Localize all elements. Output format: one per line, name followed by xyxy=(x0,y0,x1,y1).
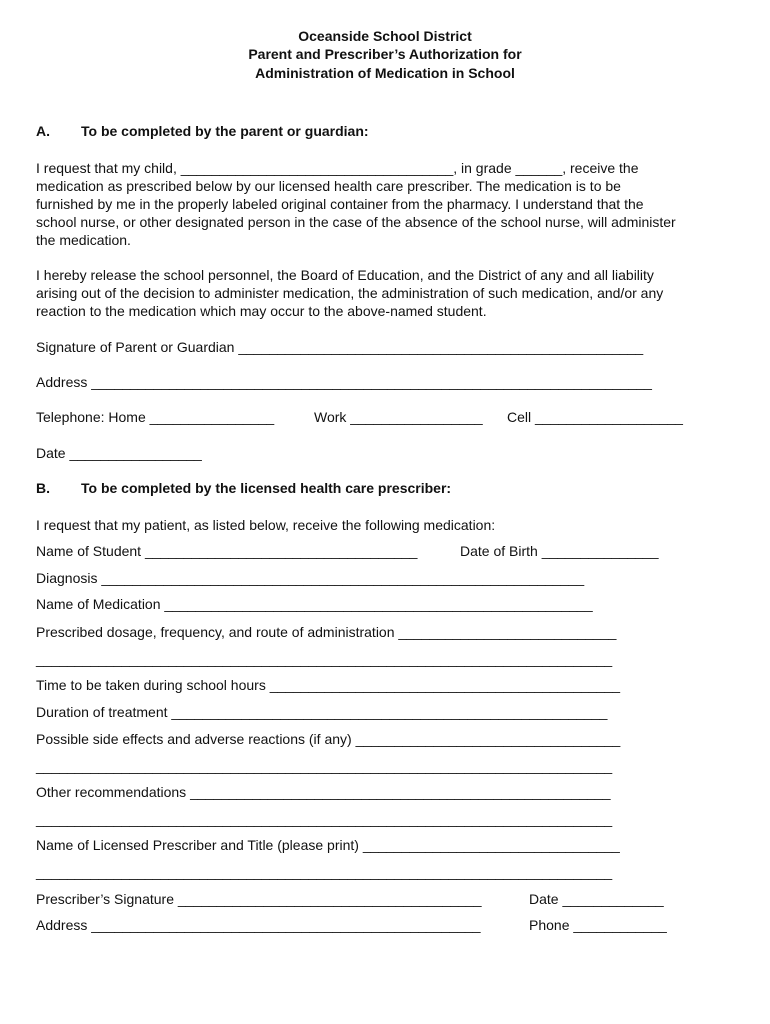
district-name: Oceanside School District xyxy=(298,28,472,44)
prescriber-name-field[interactable]: Name of Licensed Prescriber and Title (please print) _________________________________ xyxy=(36,837,620,853)
form-title-line-1: Parent and Prescriber’s Authorization for xyxy=(248,46,522,62)
telephone-home-field[interactable]: Telephone: Home ________________ xyxy=(36,409,275,425)
section-a-heading xyxy=(36,123,369,139)
form-title-line-2: Administration of Medication in School xyxy=(255,65,515,81)
paragraph-line: school nurse, or other designated person in the case of the absence of the school nurse, will administer xyxy=(36,214,676,230)
medication-name-field[interactable]: Name of Medication _______________________________________________________ xyxy=(36,596,593,612)
paragraph-line: the medication. xyxy=(36,232,131,248)
section-b-title: To be completed by the licensed health care prescriber: xyxy=(81,480,452,496)
prescriber-phone-field[interactable]: Phone ____________ xyxy=(529,917,667,933)
section-b-letter: B. xyxy=(36,480,50,496)
other-recommendations-continuation-line[interactable]: __________________________________________________________________________ xyxy=(36,811,613,827)
duration-field[interactable]: Duration of treatment ________________________________________________________ xyxy=(36,704,608,720)
dosage-field[interactable]: Prescribed dosage, frequency, and route of administration ____________________________ xyxy=(36,624,617,640)
dosage-continuation-line[interactable]: __________________________________________________________________________ xyxy=(36,651,613,667)
parent-signature-field[interactable]: Signature of Parent or Guardian ____________________________________________________ xyxy=(36,339,644,355)
side-effects-field[interactable]: Possible side effects and adverse reactions (if any) __________________________________ xyxy=(36,731,621,747)
parent-date-field[interactable]: Date _________________ xyxy=(36,445,202,461)
paragraph-line: medication as prescribed below by our licensed health care prescriber. The medication is to be xyxy=(36,178,621,194)
side-effects-continuation-line[interactable]: __________________________________________________________________________ xyxy=(36,758,613,774)
date-of-birth-field[interactable]: Date of Birth _______________ xyxy=(460,543,659,559)
telephone-cell-field[interactable]: Cell ___________________ xyxy=(507,409,683,425)
paragraph-line: I hereby release the school personnel, the Board of Education, and the District of any and all liability xyxy=(36,267,654,283)
prescriber-signature-field[interactable]: Prescriber’s Signature _______________________________________ xyxy=(36,891,482,907)
section-a-title: To be completed by the parent or guardian: xyxy=(81,123,369,139)
liability-release-paragraph xyxy=(36,266,736,320)
section-b-heading xyxy=(36,480,451,496)
telephone-work-field[interactable]: Work _________________ xyxy=(314,409,483,425)
other-recommendations-field[interactable]: Other recommendations ______________________________________________________ xyxy=(36,784,611,800)
prescriber-address-field[interactable]: Address __________________________________________________ xyxy=(36,917,481,933)
student-name-field[interactable]: Name of Student ___________________________________ xyxy=(36,543,418,559)
prescriber-intro-text: I request that my patient, as listed below, receive the following medication: xyxy=(36,517,496,533)
prescriber-name-continuation-line[interactable]: __________________________________________________________________________ xyxy=(36,864,613,880)
parent-address-field[interactable]: Address ________________________________________________________________________ xyxy=(36,374,652,390)
parent-request-paragraph xyxy=(36,159,736,249)
paragraph-line: reaction to the medication which may occur to the above-named student. xyxy=(36,303,487,319)
paragraph-line: I request that my child, ___________________________________, in grade ______, receive the xyxy=(36,160,639,176)
section-a-letter: A. xyxy=(36,123,50,139)
paragraph-line: furnished by me in the properly labeled original container from the pharmacy. I understand that the xyxy=(36,196,644,212)
time-taken-field[interactable]: Time to be taken during school hours _____________________________________________ xyxy=(36,677,621,693)
paragraph-line: arising out of the decision to administer medication, the administration of such medication, and/or any xyxy=(36,285,664,301)
prescriber-date-field[interactable]: Date _____________ xyxy=(529,891,664,907)
diagnosis-field[interactable]: Diagnosis ______________________________________________________________ xyxy=(36,570,585,586)
